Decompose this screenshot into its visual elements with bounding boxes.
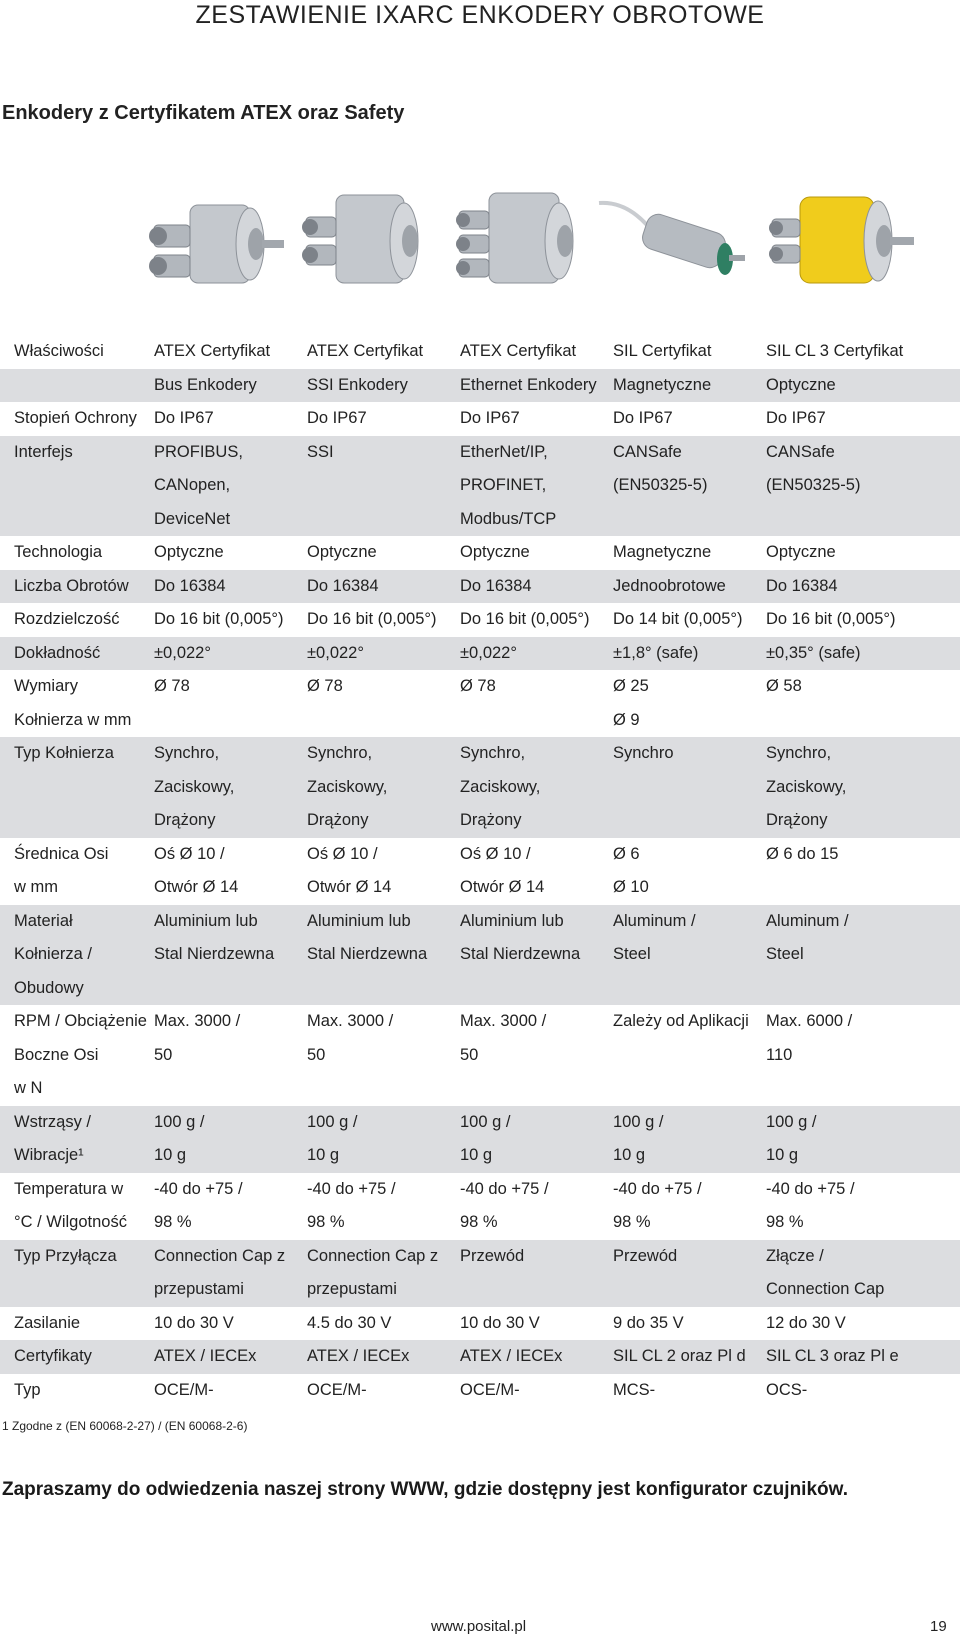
- table-cell: OCE/M-: [460, 1380, 520, 1399]
- table-cell: [766, 503, 960, 537]
- row-label: Średnica Osi: [14, 844, 109, 863]
- table-cell: Max. 3000 /: [460, 1012, 547, 1030]
- table-cell: [613, 1039, 766, 1073]
- table-cell: Connection Cap z: [154, 1240, 307, 1274]
- row-label: [0, 771, 154, 805]
- table-cell: Do IP67: [613, 409, 673, 427]
- table-cell: SIL CL 3 Certyfikat: [766, 342, 904, 360]
- table-cell: Bus Enkodery: [154, 369, 307, 403]
- table-cell: [307, 503, 460, 537]
- table-cell: ATEX Certyfikat: [307, 342, 424, 360]
- table-cell: [154, 972, 307, 1006]
- table-row: [0, 1005, 960, 1039]
- table-row: [0, 1240, 960, 1274]
- table-cell: ±0,022°: [307, 637, 460, 671]
- table-cell: 50: [460, 1045, 479, 1064]
- row-label: Typ: [14, 1380, 41, 1399]
- table-cell: 98 %: [460, 1213, 498, 1231]
- table-cell: przepustami: [154, 1273, 307, 1307]
- table-cell: [613, 503, 766, 537]
- table-cell: [613, 972, 766, 1006]
- table-cell: 10 g: [154, 1139, 307, 1173]
- table-cell: Connection Cap z: [307, 1240, 460, 1274]
- table-cell: ATEX Certyfikat: [460, 342, 577, 360]
- product-image-sil-magnetic: [595, 183, 750, 303]
- table-cell: Do IP67: [307, 409, 367, 427]
- table-row: [0, 536, 960, 570]
- table-cell: Drążony: [460, 804, 613, 838]
- row-label: Stopień Ochrony: [14, 409, 137, 427]
- table-cell: [460, 1273, 613, 1307]
- table-cell: Ø 78: [307, 677, 343, 695]
- table-cell: SSI Enkodery: [307, 369, 460, 403]
- row-label: Wstrząsy /: [0, 1106, 154, 1140]
- table-cell: (EN50325-5): [613, 469, 766, 503]
- table-cell: 10 do 30 V: [154, 1313, 234, 1332]
- table-cell: Do 16384: [307, 570, 460, 604]
- table-cell: Zaciskowy,: [460, 771, 613, 805]
- row-label: Właściwości: [14, 342, 104, 360]
- table-row: [0, 1374, 960, 1408]
- table-row: [0, 469, 960, 503]
- table-cell: Złącze /: [766, 1240, 960, 1274]
- table-row: [0, 737, 960, 771]
- table-cell: ATEX / IECEx: [307, 1340, 460, 1374]
- table-cell: Magnetyczne: [613, 369, 766, 403]
- table-cell: Zaciskowy,: [154, 771, 307, 805]
- table-cell: 110: [766, 1045, 793, 1064]
- table-cell: [307, 972, 460, 1006]
- row-label: [0, 369, 154, 403]
- table-cell: [766, 1072, 960, 1106]
- table-cell: Do 16 bit (0,005°): [766, 610, 896, 628]
- table-cell: ±0,022°: [460, 637, 613, 671]
- table-cell: [766, 871, 960, 905]
- table-cell: ATEX Certyfikat: [154, 342, 271, 360]
- row-label: Kołnierza w mm: [14, 710, 132, 729]
- table-row: [0, 670, 960, 704]
- table-cell: [154, 704, 307, 738]
- row-label: Boczne Osi: [14, 1045, 99, 1064]
- table-row: [0, 402, 960, 436]
- table-row: [0, 771, 960, 805]
- table-cell: Do 16384: [460, 570, 613, 604]
- table-cell: Otwór Ø 14: [307, 878, 392, 896]
- table-cell: 12 do 30 V: [766, 1313, 846, 1332]
- row-label: Certyfikaty: [0, 1340, 154, 1374]
- table-row: [0, 972, 960, 1006]
- table-cell: Aluminium lub: [307, 905, 460, 939]
- table-cell: Do 14 bit (0,005°): [613, 610, 743, 628]
- table-cell: Synchro,: [307, 737, 460, 771]
- table-cell: Do 16384: [154, 570, 307, 604]
- table-cell: [613, 771, 766, 805]
- table-cell: 10 g: [613, 1139, 766, 1173]
- table-cell: [766, 704, 960, 738]
- table-cell: Otwór Ø 14: [460, 878, 545, 896]
- table-cell: -40 do +75 /: [613, 1179, 702, 1198]
- table-cell: Optyczne: [307, 543, 377, 561]
- table-cell: CANSafe: [613, 436, 766, 470]
- table-cell: Do IP67: [460, 409, 520, 427]
- row-label: Interfejs: [0, 436, 154, 470]
- row-label: Rozdzielczość: [14, 610, 120, 628]
- table-cell: Optyczne: [766, 543, 836, 561]
- table-cell: Aluminium lub: [460, 905, 613, 939]
- table-cell: Drążony: [307, 804, 460, 838]
- table-row: [0, 369, 960, 403]
- row-label: Temperatura w: [14, 1179, 124, 1198]
- table-cell: Przewód: [613, 1240, 766, 1274]
- table-cell: CANopen,: [154, 469, 307, 503]
- table-cell: Ø 6: [613, 844, 640, 863]
- table-cell: 100 g /: [766, 1106, 960, 1140]
- table-row: [0, 570, 960, 604]
- table-cell: OCS-: [766, 1380, 808, 1399]
- table-cell: Zależy od Aplikacji: [613, 1012, 749, 1030]
- table-cell: 98 %: [613, 1213, 651, 1231]
- table-cell: Ø 9: [613, 710, 640, 729]
- table-cell: [307, 469, 460, 503]
- table-cell: Ø 25: [613, 677, 649, 695]
- row-label: Liczba Obrotów: [0, 570, 154, 604]
- table-cell: -40 do +75 /: [307, 1179, 396, 1198]
- table-cell: Drążony: [766, 804, 960, 838]
- table-cell: Optyczne: [154, 543, 224, 561]
- table-cell: Drążony: [154, 804, 307, 838]
- table-row: [0, 938, 960, 972]
- table-cell: PROFINET,: [460, 469, 613, 503]
- row-label: Typ Kołnierza: [0, 737, 154, 771]
- table-cell: 50: [307, 1045, 326, 1064]
- table-cell: CANSafe: [766, 436, 960, 470]
- row-label: w N: [14, 1079, 43, 1097]
- row-label: Obudowy: [0, 972, 154, 1006]
- table-cell: Optyczne: [460, 543, 530, 561]
- table-cell: Ø 10: [613, 878, 649, 896]
- table-cell: (EN50325-5): [766, 469, 960, 503]
- table-cell: 98 %: [766, 1213, 804, 1231]
- table-cell: Aluminum /: [766, 905, 960, 939]
- table-cell: Synchro: [613, 737, 766, 771]
- table-cell: [154, 1072, 307, 1106]
- table-row: [0, 1206, 960, 1240]
- table-row: [0, 838, 960, 872]
- table-cell: Synchro,: [766, 737, 960, 771]
- table-row: [0, 1307, 960, 1341]
- table-cell: Max. 6000 /: [766, 1012, 853, 1030]
- table-cell: Zaciskowy,: [307, 771, 460, 805]
- product-image-sil-cl3-optical: [760, 183, 920, 303]
- row-label: [0, 804, 154, 838]
- table-cell: 100 g /: [307, 1106, 460, 1140]
- table-cell: przepustami: [307, 1273, 460, 1307]
- table-cell: 98 %: [154, 1213, 192, 1231]
- table-cell: Przewód: [460, 1240, 613, 1274]
- table-cell: Do IP67: [766, 409, 826, 427]
- table-cell: -40 do +75 /: [154, 1179, 243, 1198]
- table-row: [0, 1072, 960, 1106]
- table-row: [0, 335, 960, 369]
- row-label: w mm: [14, 878, 58, 896]
- table-row: [0, 871, 960, 905]
- table-row: [0, 1173, 960, 1207]
- table-cell: Stal Nierdzewna: [460, 938, 613, 972]
- table-cell: Aluminium lub: [154, 905, 307, 939]
- table-cell: PROFIBUS,: [154, 436, 307, 470]
- table-cell: [766, 972, 960, 1006]
- table-cell: Magnetyczne: [613, 543, 712, 561]
- product-image-atex-ssi: [290, 183, 440, 303]
- table-cell: OCE/M-: [154, 1380, 214, 1399]
- row-label: [0, 503, 154, 537]
- table-cell: SIL Certyfikat: [613, 342, 712, 360]
- specification-table: [0, 335, 960, 1407]
- table-row: [0, 1139, 960, 1173]
- table-cell: Do 16 bit (0,005°): [307, 610, 437, 628]
- table-row: [0, 637, 960, 671]
- row-label: RPM / Obciążenie: [14, 1012, 147, 1030]
- table-cell: Zaciskowy,: [766, 771, 960, 805]
- table-cell: Steel: [766, 938, 960, 972]
- table-row: [0, 1106, 960, 1140]
- table-cell: 100 g /: [154, 1106, 307, 1140]
- table-cell: ±0,022°: [154, 637, 307, 671]
- table-cell: Aluminum /: [613, 905, 766, 939]
- table-row: [0, 704, 960, 738]
- row-label: Wymiary: [14, 677, 79, 695]
- table-cell: 10 g: [460, 1139, 613, 1173]
- table-cell: Synchro,: [154, 737, 307, 771]
- table-cell: ±1,8° (safe): [613, 637, 766, 671]
- product-image-atex-ethernet: [445, 183, 595, 303]
- call-to-action: Zapraszamy do odwiedzenia naszej strony WWW, gdzie dostępny jest konfigurator czujników.: [2, 1479, 848, 1500]
- table-cell: ATEX / IECEx: [154, 1340, 307, 1374]
- table-cell: Ø 78: [460, 677, 496, 695]
- table-cell: 10 do 30 V: [460, 1313, 540, 1332]
- product-image-atex-bus: [140, 183, 290, 303]
- table-cell: 98 %: [307, 1213, 345, 1231]
- table-row: [0, 905, 960, 939]
- table-cell: Ø 6 do 15: [766, 844, 839, 863]
- table-cell: SSI: [307, 436, 460, 470]
- table-cell: Modbus/TCP: [460, 503, 613, 537]
- table-cell: Do 16384: [766, 570, 960, 604]
- table-cell: Connection Cap: [766, 1273, 960, 1307]
- section-title: Enkodery z Certyfikatem ATEX oraz Safety: [2, 102, 405, 124]
- table-cell: MCS-: [613, 1380, 656, 1399]
- row-label: [0, 469, 154, 503]
- table-cell: 100 g /: [460, 1106, 613, 1140]
- table-cell: Jednoobrotowe: [613, 570, 766, 604]
- table-cell: [307, 704, 460, 738]
- row-label: °C / Wilgotność: [14, 1213, 127, 1231]
- table-cell: Do IP67: [154, 409, 214, 427]
- table-cell: -40 do +75 /: [460, 1179, 549, 1198]
- page-number: 19: [930, 1618, 947, 1635]
- table-cell: Do 16 bit (0,005°): [154, 610, 284, 628]
- table-cell: 10 g: [766, 1139, 960, 1173]
- table-cell: 50: [154, 1045, 173, 1064]
- table-cell: Stal Nierdzewna: [154, 938, 307, 972]
- table-cell: 4.5 do 30 V: [307, 1313, 392, 1332]
- table-cell: [460, 704, 613, 738]
- table-cell: Do 16 bit (0,005°): [460, 610, 590, 628]
- footer-url[interactable]: www.posital.pl: [431, 1618, 527, 1635]
- table-cell: Oś Ø 10 /: [307, 844, 378, 863]
- table-cell: -40 do +75 /: [766, 1179, 855, 1198]
- row-label: Kołnierza /: [0, 938, 154, 972]
- table-cell: EtherNet/IP,: [460, 436, 613, 470]
- table-cell: [613, 1273, 766, 1307]
- table-cell: Oś Ø 10 /: [154, 844, 225, 863]
- table-cell: Ø 58: [766, 677, 802, 695]
- table-row: [0, 1273, 960, 1307]
- table-cell: SIL CL 2 oraz Pl d: [613, 1340, 766, 1374]
- table-cell: Max. 3000 /: [154, 1012, 241, 1030]
- table-cell: Stal Nierdzewna: [307, 938, 460, 972]
- table-cell: Ethernet Enkodery: [460, 369, 613, 403]
- table-cell: Otwór Ø 14: [154, 878, 239, 896]
- table-cell: 9 do 35 V: [613, 1313, 684, 1332]
- table-cell: Synchro,: [460, 737, 613, 771]
- table-cell: OCE/M-: [307, 1380, 367, 1399]
- row-label: Wibracje¹: [0, 1139, 154, 1173]
- table-cell: Steel: [613, 938, 766, 972]
- table-cell: [460, 972, 613, 1006]
- table-cell: Oś Ø 10 /: [460, 844, 531, 863]
- row-label: Dokładność: [0, 637, 154, 671]
- table-cell: DeviceNet: [154, 503, 307, 537]
- table-cell: Optyczne: [766, 369, 960, 403]
- table-row: [0, 503, 960, 537]
- table-cell: 100 g /: [613, 1106, 766, 1140]
- table-cell: ±0,35° (safe): [766, 637, 960, 671]
- table-cell: 10 g: [307, 1139, 460, 1173]
- product-images: [140, 183, 960, 303]
- row-label: Typ Przyłącza: [0, 1240, 154, 1274]
- table-cell: [613, 1072, 766, 1106]
- row-label: [0, 1273, 154, 1307]
- footnote: 1 Zgodne z (EN 60068-2-27) / (EN 60068-2-6): [2, 1419, 248, 1433]
- table-row: [0, 603, 960, 637]
- table-row: [0, 804, 960, 838]
- row-label: Zasilanie: [14, 1313, 81, 1332]
- table-cell: Ø 78: [154, 677, 190, 695]
- page-title: ZESTAWIENIE IXARC ENKODERY OBROTOWE: [195, 1, 765, 29]
- row-label: Technologia: [14, 543, 103, 561]
- row-label: Materiał: [0, 905, 154, 939]
- table-row: [0, 436, 960, 470]
- table-row: [0, 1039, 960, 1073]
- table-cell: ATEX / IECEx: [460, 1340, 613, 1374]
- table-cell: SIL CL 3 oraz Pl e: [766, 1340, 960, 1374]
- table-cell: [307, 1072, 460, 1106]
- table-cell: [460, 1072, 613, 1106]
- table-cell: Max. 3000 /: [307, 1012, 394, 1030]
- table-cell: [613, 804, 766, 838]
- table-row: [0, 1340, 960, 1374]
